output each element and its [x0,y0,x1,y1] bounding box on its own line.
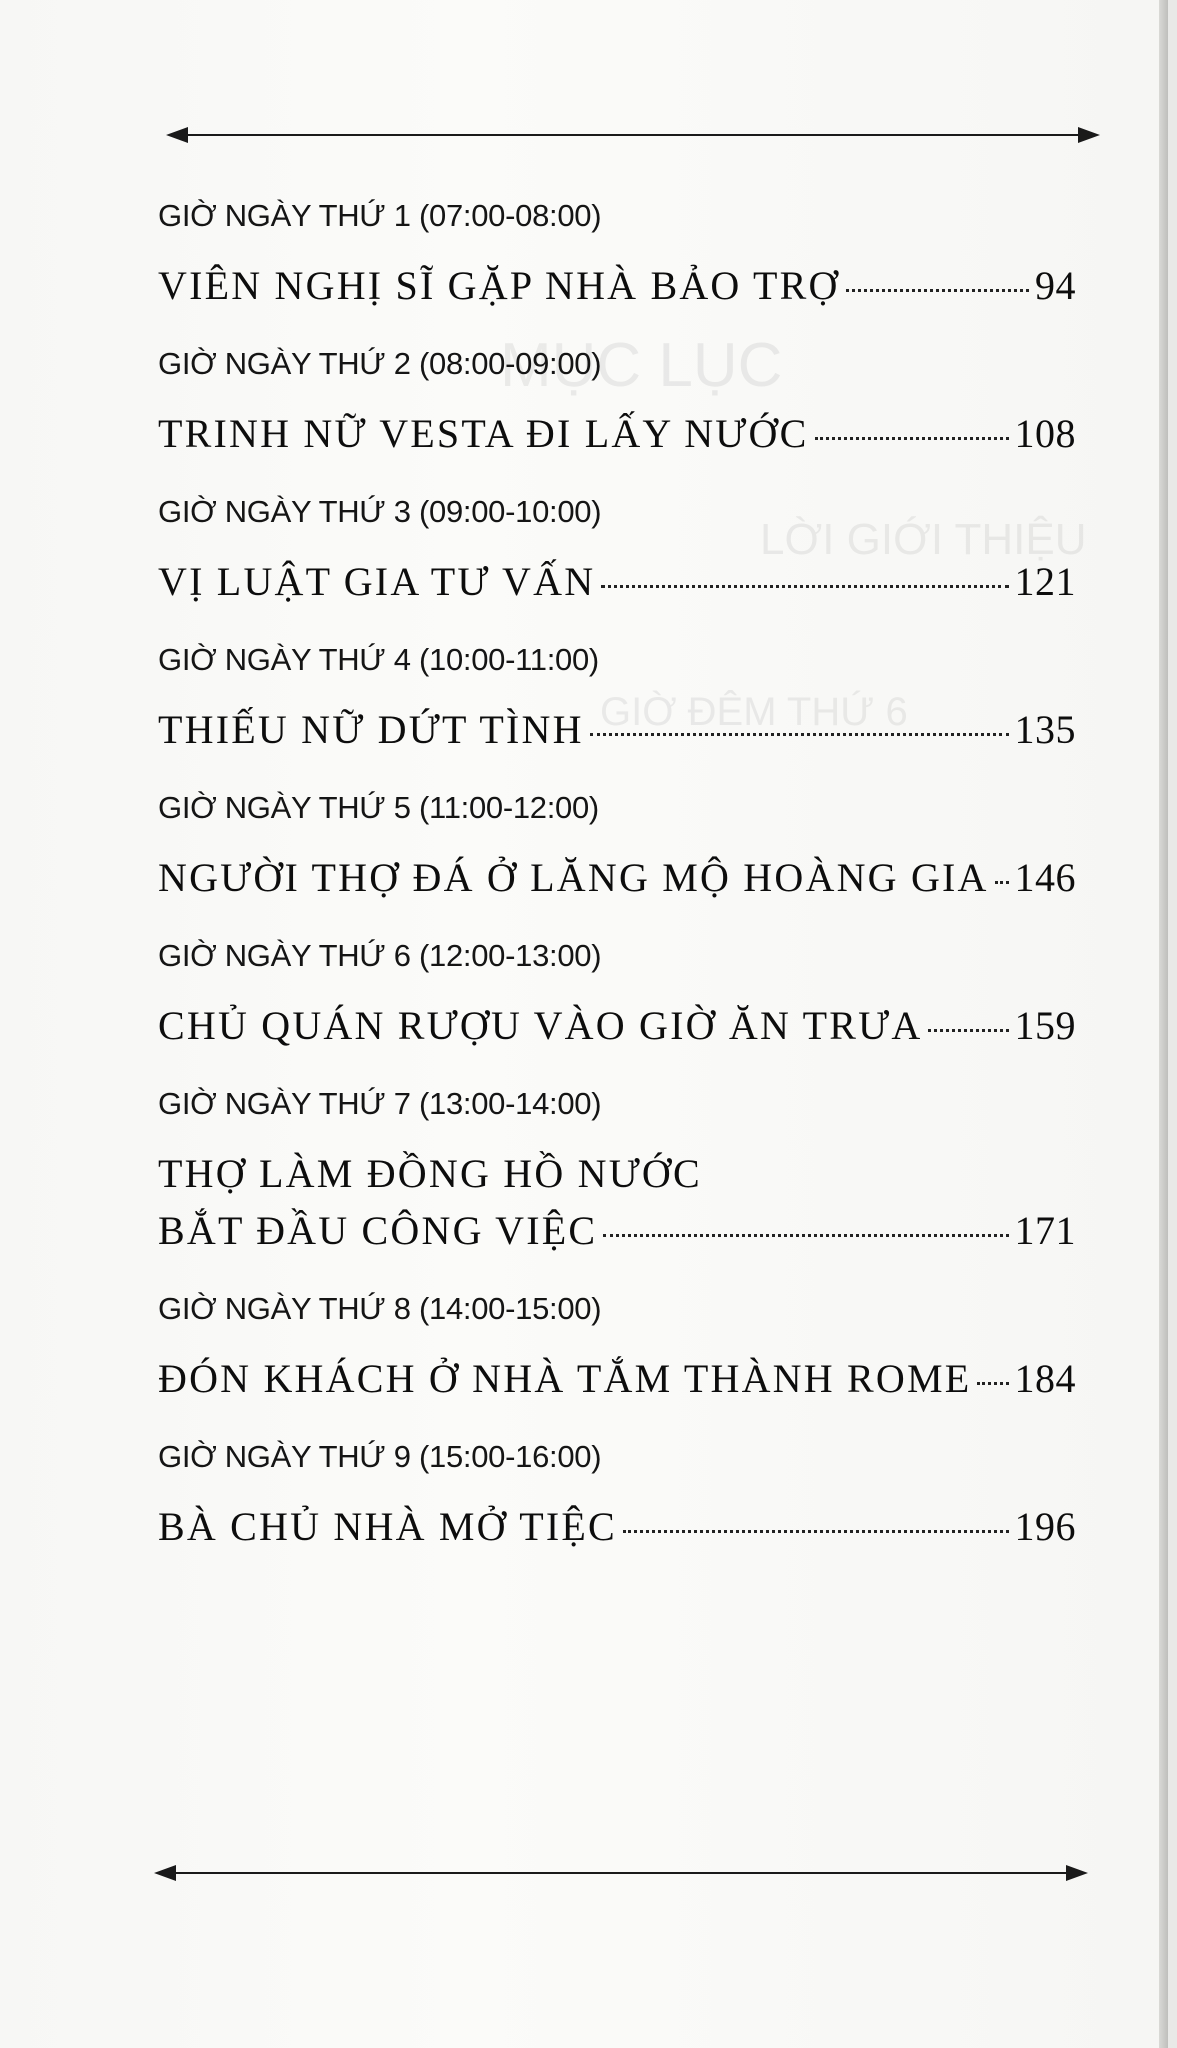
dot-leader [977,1382,1008,1385]
bottom-divider-arrow [160,1872,1082,1874]
toc-title: ĐÓN KHÁCH Ở NHÀ TẮM THÀNH ROME [158,1356,972,1401]
toc-title-line [158,555,1076,609]
table-of-contents [158,196,1076,1585]
bleed-through-text: GIỜ ĐÊM THỨ 6 [600,690,908,734]
top-divider-arrow [172,134,1094,136]
dot-leader [603,1234,1008,1237]
toc-page-number: 146 [1014,855,1076,900]
dot-leader [928,1029,1008,1032]
dot-leader [623,1530,1009,1533]
toc-title: NGƯỜI THỢ ĐÁ Ở LĂNG MỘ HOÀNG GIA [158,855,989,900]
toc-time-label: GIỜ NGÀY THỨ 7 (13:00-14:00) [158,1086,602,1121]
toc-title: TRINH NỮ VESTA ĐI LẤY NƯỚC [158,411,809,456]
toc-time-label: GIỜ NGÀY THỨ 8 (14:00-15:00) [158,1291,602,1326]
toc-entry [158,640,1076,757]
toc-entry [158,1437,1076,1554]
toc-time-label: GIỜ NGÀY THỨ 3 (09:00-10:00) [158,494,602,529]
toc-time-label: GIỜ NGÀY THỨ 5 (11:00-12:00) [158,790,599,825]
toc-page-number: 121 [1014,559,1076,604]
toc-entry [158,492,1076,609]
toc-title-line [158,407,1076,461]
toc-time-label: GIỜ NGÀY THỨ 4 (10:00-11:00) [158,642,599,677]
toc-title: BẮT ĐẦU CÔNG VIỆC [158,1208,598,1253]
toc-page-number: 94 [1035,263,1076,308]
toc-page-number: 159 [1014,1003,1076,1048]
toc-page-number: 135 [1014,707,1076,752]
dot-leader [995,881,1009,884]
toc-title: VIÊN NGHỊ SĨ GẶP NHÀ BẢO TRỢ [158,263,840,308]
toc-title-line [158,1147,1076,1201]
page-edge [1159,0,1168,2048]
dot-leader [815,437,1009,440]
dot-leader [601,585,1008,588]
toc-entry [158,936,1076,1053]
toc-title-line [158,851,1076,905]
toc-title-line [158,1500,1076,1554]
toc-page-number: 196 [1014,1504,1076,1549]
toc-title-line [158,703,1076,757]
toc-entry [158,788,1076,905]
toc-title: BÀ CHỦ NHÀ MỞ TIỆC [158,1504,617,1549]
bleed-through-text: MỤC LỤC [500,331,783,400]
toc-title: THIẾU NỮ DỨT TÌNH [158,707,584,752]
toc-page-number: 108 [1014,411,1076,456]
toc-title: THỢ LÀM ĐỒNG HỒ NƯỚC [158,1151,702,1196]
toc-title: VỊ LUẬT GIA TƯ VẤN [158,559,596,604]
toc-title-line [158,1352,1076,1406]
toc-entry [158,196,1076,313]
toc-entry [158,1289,1076,1406]
toc-time-label: GIỜ NGÀY THỨ 9 (15:00-16:00) [158,1439,602,1474]
toc-entry [158,344,1076,461]
toc-page-number: 184 [1014,1356,1076,1401]
dot-leader [590,733,1009,736]
toc-time-label: GIỜ NGÀY THỨ 6 (12:00-13:00) [158,938,602,973]
bleed-through-text: LỜI GIỚI THIỆU [760,515,1087,564]
toc-title-line [158,999,1076,1053]
toc-page-number: 171 [1014,1208,1076,1253]
toc-title-line [158,259,1076,313]
toc-title-line [158,1204,1076,1258]
toc-time-label: GIỜ NGÀY THỨ 1 (07:00-08:00) [158,198,602,233]
toc-title: CHỦ QUÁN RƯỢU VÀO GIỜ ĂN TRƯA [158,1003,923,1048]
toc-entry [158,1084,1076,1258]
dot-leader [846,289,1029,292]
toc-time-label: GIỜ NGÀY THỨ 2 (08:00-09:00) [158,346,602,381]
